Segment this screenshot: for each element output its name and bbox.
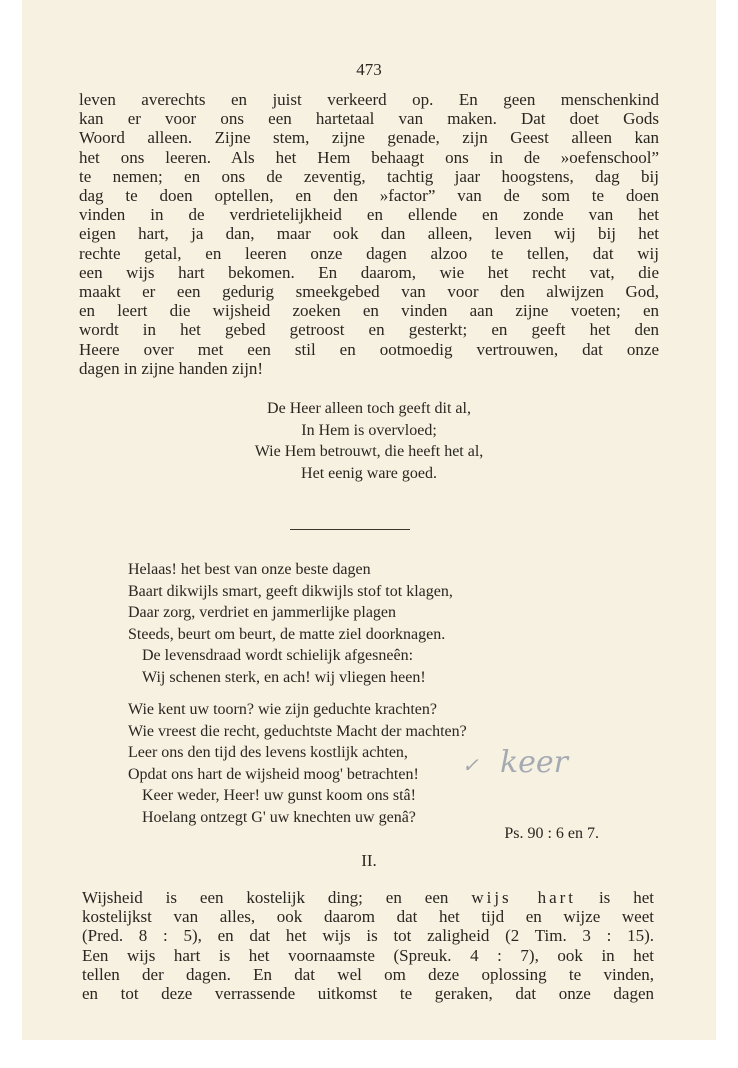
verse-line: Hoelang ontzegt G' uw knechten uw genâ?: [142, 808, 416, 826]
text-line: het ons leeren. Als het Hem behaagt ons in de »oefenschool”: [79, 147, 659, 167]
text-run: is het: [576, 888, 654, 907]
verse-line: Helaas! het best van onze beste dagen: [128, 561, 371, 578]
spaced-emphasis: wijs hart: [471, 888, 577, 907]
verse-line: Leer ons den tijd des levens kostlijk achten,: [128, 744, 408, 761]
text-line: en tot deze verrassende uitkomst te geraken, dat onze dagen: [82, 984, 654, 1004]
verse-line: Opdat ons hart de wijsheid moog' betrachten!: [128, 765, 419, 783]
verse-line: Daar zorg, verdriet en jammerlijke plagen: [128, 604, 397, 621]
verse-line: Wie vreest die recht, geduchtste Macht der machten?: [128, 722, 467, 740]
text-line: dagen in zijne handen zijn!: [79, 358, 264, 378]
verse-line: In Hem is overvloed;: [301, 421, 437, 439]
handwritten-annotation: keer: [500, 745, 569, 780]
text-line: maakt er een gedurig smeekgebed van voor den alwijzen God,: [79, 282, 659, 302]
verse-line: Wie Hem betrouwt, die heeft het al,: [254, 443, 484, 460]
verse-line: Wie kent uw toorn? wie zijn geduchte krachten?: [128, 701, 438, 718]
verse-line: Baart dikwijls smart, geeft dikwijls stof tot klagen,: [128, 582, 453, 600]
book-page: [22, 0, 716, 1040]
text-line: te nemen; en ons de zeventig, tachtig jaar hoogstens, dag bij: [79, 166, 659, 186]
text-line: eigen hart, ja dan, maar ook dan alleen, leven wij bij het: [79, 224, 659, 244]
text-line: en leert die wijsheid zoeken en vinden aan zijne voeten; en: [79, 301, 659, 321]
poem-1: [22, 398, 716, 484]
verse-line: Steeds, beurt om beurt, de matte ziel doorknagen.: [128, 625, 446, 643]
handwritten-mark: ✓: [462, 753, 479, 777]
text-line: Woord alleen. Zijne stem, zijne genade, zijn Geest alleen kan: [79, 128, 659, 148]
text-line: (Pred. 8 : 5), en dat het wijs is tot zaligheid (2 Tim. 3 : 15).: [82, 926, 654, 946]
stanza-gap: [128, 688, 648, 699]
text-line: Een wijs hart is het voornaamste (Spreuk. 4 : 7), ook in het: [82, 945, 654, 965]
text-line: tellen der dagen. En dat wel om deze oplossing te vinden,: [82, 964, 654, 984]
text-run: Wijsheid is een kostelijk ding; en een: [82, 888, 472, 907]
text-line: [82, 888, 654, 907]
verse-line: Keer weder, Heer! uw gunst koom ons stâ!: [142, 787, 416, 804]
text-line: leven averechts en juist verkeerd op. En geen menschenkind: [79, 90, 659, 109]
text-line: kostelijkst van alles, ook daarom dat het tijd en wijze weet: [82, 907, 654, 927]
scripture-reference: Ps. 90 : 6 en 7.: [504, 825, 599, 842]
verse-line: Het eenig ware goed.: [301, 464, 437, 482]
text-line: dag te doen optellen, en den »factor” van de som te doen: [79, 186, 659, 206]
section-heading: II.: [361, 851, 377, 870]
text-line: een wijs hart bekomen. En daarom, wie het recht vat, die: [79, 262, 659, 282]
text-line: wordt in het gebed getroost en gesterkt; en geeft het den: [79, 320, 659, 340]
text-line: Heere over met een stil en ootmoedig vertrouwen, dat onze: [79, 339, 659, 359]
poem-2: [128, 559, 648, 828]
verse-line: De levensdraad wordt schielijk afgesneên:: [142, 647, 414, 664]
verse-line: De Heer alleen toch geeft dit al,: [267, 400, 471, 417]
paragraph-1: [79, 90, 659, 378]
text-line: kan er voor ons een hartetaal van maken. Dat doet Gods: [79, 109, 659, 129]
page-number: 473: [356, 60, 382, 79]
verse-line: Wij schenen sterk, en ach! wij vliegen heen!: [142, 668, 426, 686]
text-line: vinden in de verdrietelijkheid en ellende en zonde van het: [79, 205, 659, 225]
text-line: rechte getal, en leeren onze dagen alzoo te tellen, dat wij: [79, 243, 659, 263]
paragraph-2: [82, 888, 654, 1003]
divider-rule: [290, 529, 410, 530]
